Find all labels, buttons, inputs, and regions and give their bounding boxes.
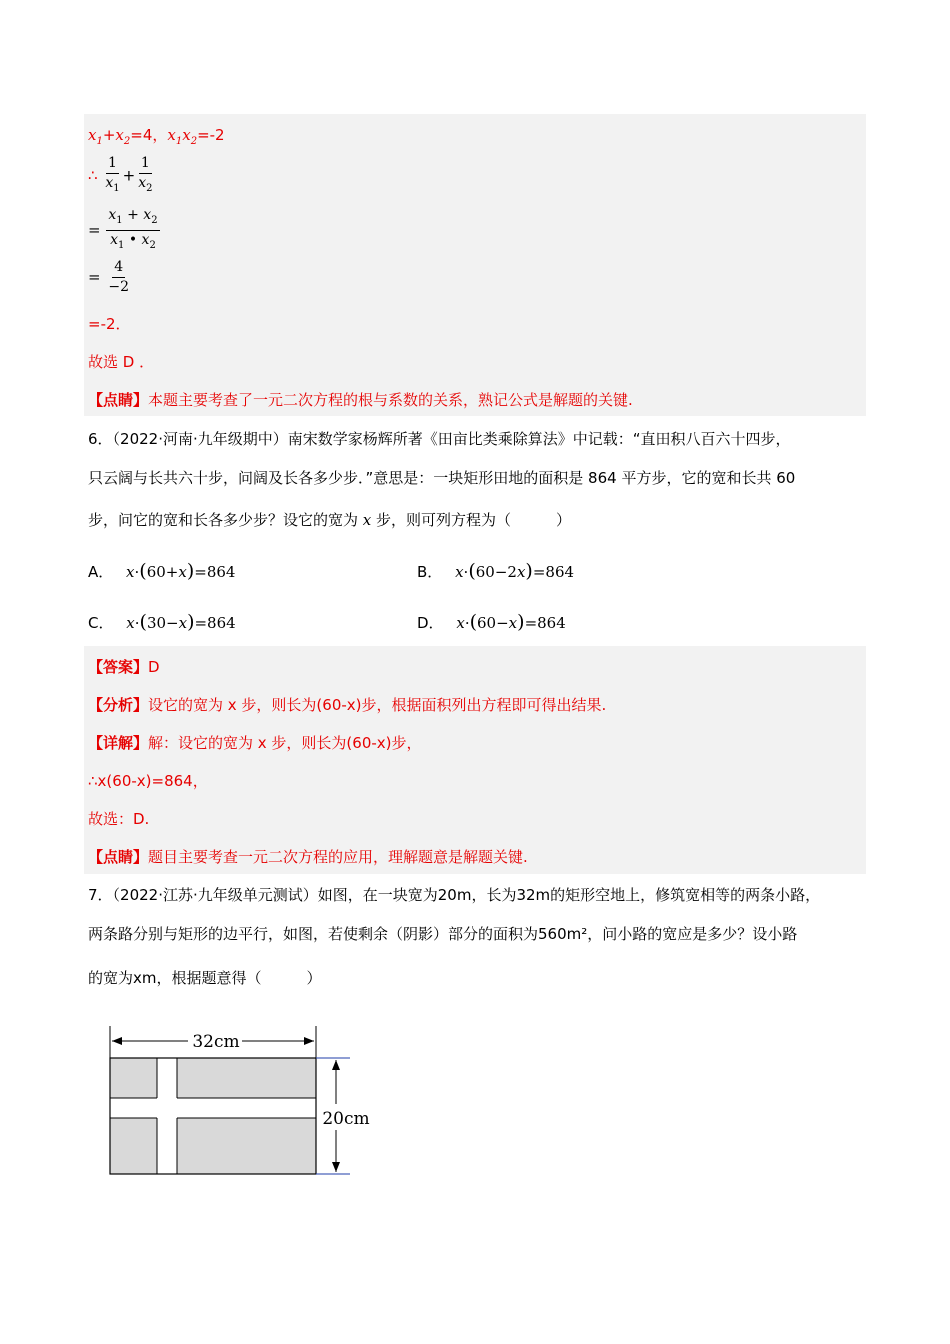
q6-dianjing-line: 【点睛】题目主要考查一元二次方程的应用，理解题意是解题关键. — [88, 848, 528, 866]
q6-option-c[interactable]: C． x·(30−x)=864 — [88, 611, 236, 633]
analysis-line: 【分析】设它的宽为 x 步，则长为(60-x)步，根据面积列出方程即可得出结果. — [88, 696, 607, 714]
shaded-bottom-left — [110, 1118, 157, 1174]
fraction-combined: = $\frac{x_1 + x_2}{x_1 • x_2}$ — [88, 207, 158, 251]
result-line: =-2． — [88, 315, 131, 333]
height-label: 20cm — [322, 1109, 370, 1129]
fraction-sum: ∴ $\frac{1}{x_1}$ + $\frac{1}{x_2}$ — [88, 155, 153, 194]
shaded-top-right — [177, 1058, 316, 1098]
q6-line1: 6．（2022·河南·九年级期中）南宋数学家杨辉所著《田亩比类乘除算法》中记载：“直田积八百六十四步， — [88, 430, 791, 448]
fraction-value: = $\frac{4}{-2}$ — [88, 259, 129, 295]
detail-line: 【详解】解：设它的宽为 x 步，则长为(60-x)步， — [88, 734, 422, 752]
q6-option-b[interactable]: B． x·(60−2x)=864 — [417, 560, 575, 582]
equation-line: ∴x(60-x)=864， — [88, 772, 208, 790]
width-label: 32cm — [192, 1032, 240, 1052]
vieta-line: $x_1+x_2=4$，$x_1x_2=-2$ — [88, 126, 225, 147]
shaded-bottom-right — [177, 1118, 316, 1174]
q6-choice-line: 故选：D. — [88, 810, 150, 828]
prev-solution-block — [84, 114, 866, 416]
q6-option-a[interactable]: A． x·(60+x)=864 — [88, 560, 236, 582]
shaded-top-left — [110, 1058, 157, 1098]
q7-line3: 的宽为xm，根据题意得（ ） — [88, 969, 322, 987]
q7-line2: 两条路分别与矩形的边平行，如图，若使剩余（阴影）部分的面积为560m²，问小路的宽应是多少？设小路 — [88, 925, 798, 943]
q7-figure — [100, 1022, 380, 1182]
q6-line2: 只云阔与长共六十步，问阔及长各多少步．”意思是：一块矩形田地的面积是 864 平方步，它的宽和长共 60 — [88, 469, 796, 487]
q6-option-d[interactable]: D． x·(60−x)=864 — [417, 611, 566, 633]
q6-line3: 步，问它的宽和长各多少步？设它的宽为 x 步，则可列方程为（ ） — [88, 511, 572, 529]
q6-solution-block — [84, 646, 866, 874]
choice-line: 故选 D ． — [88, 353, 155, 371]
dianjing-line: 【点睛】本题主要考查了一元二次方程的根与系数的关系，熟记公式是解题的关键. — [88, 391, 633, 409]
q7-line1: 7．（2022·江苏·九年级单元测试）如图，在一块宽为20m，长为32m的矩形空地上，修筑宽相等的两条小路， — [88, 886, 821, 904]
answer-line: 【答案】D — [88, 658, 160, 676]
